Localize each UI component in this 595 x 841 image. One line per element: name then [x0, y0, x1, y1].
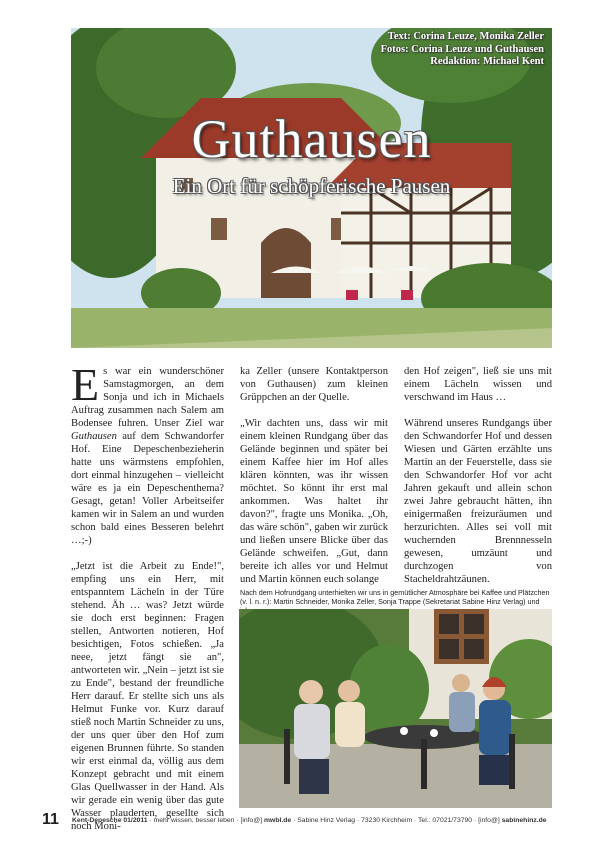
paragraph-history: Während unseres Rundgangs über den Schwandorfer Hof und dessen Wiesen und Gärten erzählte uns Martin an der Feuerstelle, dass sie den Schwandorfer Hof vor acht Jahren gekauft und allein schon zwei Jahre gebraucht hätten, ihn einigermaßen freizuräumen und herzurichten. Alles sei voll mit wuchernden Brennnesseln gewesen, umzäunt und durchzogen von Stacheldrahtzäunen. — [404, 418, 552, 585]
footer-website-2[interactable]: sabinehinz.de — [501, 817, 547, 824]
page-footer — [42, 811, 562, 831]
place-name: Guthausen — [71, 431, 117, 442]
paragraph-arrival: „Jetzt ist die Arbeit zu Ende!", empfing uns ein Herr, mit entspanntem Lächeln in der Türe stehend. Äh … was? Jetzt würde sie doch erst beginnen: Fragen stellen, Antworten notieren, Hof besichtigen, Fotos schießen. „Ja neee, jetzt fängt sie an", antworteten wir. „Nein – jetzt ist sie zu Ende", bestand der freundliche Herr darauf. Er stellte sich uns als Helmut Funke vor. Kurz darauf stieß noch Martin Schneider zu uns, der uns quer über den Hof zum eigenen Brunnen führte. So standen wir erst einmal da, völlig aus dem Konzept gebracht und mit einem Glas Quellwasser in der Hand. Als wir gerade ein wenig über das gute Wasser plauderten, gesellte sich noch Moni- — [71, 561, 224, 832]
paragraph-show-farm: den Hof zeigen", ließ sie uns mit einem Lächeln wissen und verschwand im Haus … — [404, 366, 552, 403]
footer-website-1[interactable]: mwbl.de — [264, 817, 292, 824]
photo-credits — [381, 31, 544, 69]
article-title: Guthausen — [191, 109, 432, 169]
credit-text: Text: Corina Leuze, Monika Zeller — [387, 31, 544, 42]
intro-text-a: s war ein wunderschöner Samstagmorgen, an dem Sonja und ich in Michaels Auftrag zusammen nach Salem am Bodensee fuhren. Unser Ziel war — [71, 366, 224, 429]
article-column-3 — [404, 365, 552, 586]
page-number: 11 — [42, 811, 59, 828]
footer-text-2: · Sabine Hinz Verlag · 73230 Kirchheim · Tel.: 07021/73790 · [info@] — [291, 817, 502, 824]
footer-info — [72, 817, 547, 824]
courtyard-table-illustration — [239, 609, 552, 808]
article-column-2 — [240, 365, 388, 586]
article-subtitle: Ein Ort für schöpferische Pausen — [172, 174, 451, 198]
credit-editor: Redaktion: Michael Kent — [430, 56, 544, 67]
group-photo — [239, 609, 552, 808]
intro-text-b: auf dem Schwandorfer Hof. Eine Depeschenbezieherin hatte uns wärmstens empfohlen, dort einmal hinzugehen – vielleicht wäre es ja ein Depeschenthema? Gesagt, getan! Voller Arbeitseifer kamen wir in Salem an und wurden schon bald eines Besseren belehrt …;-) — [71, 431, 224, 546]
drop-cap: E — [71, 359, 100, 410]
article-column-1 — [71, 359, 224, 833]
photo-caption: Nach dem Hofrundgang unterhielten wir uns in gemütlicher Atmosphäre bei Kaffee und Plätzchen (v. l. n. r.): Martin Schneider, Monika Zeller, Sonja Trappe (Sekretariat Sabine Hinz Verlag) und — [240, 588, 550, 606]
paragraph-tour-plan: „Wir dachten uns, dass wir mit einem kleinen Rundgang über das Gelände beginnen und später bei einem Kaffee hier im Hof alles klären könnten, was ihr wissen möchtet. So könnt ihr erst mal ankommen. Was haltet ihr davon?", fragte uns Monika. „Oh, das wäre schön", gaben wir zurück und ließen unsere Blicke über das Gelände schweifen. „Gut, dann bereite ich alles vor und Helmut und Martin können euch solange — [240, 418, 388, 585]
hero-photo — [71, 28, 552, 348]
paragraph-intro — [71, 359, 224, 547]
footer-text-1: · mehr wissen, besser leben · [info@] — [147, 817, 265, 824]
publication-name: Kent-Depesche 01/2011 — [72, 817, 148, 824]
credit-photos: Fotos: Corina Leuze und Guthausen — [380, 43, 544, 55]
paragraph-spring: ka Zeller (unsere Kontaktperson von Guthausen) zum kleinen Grüppchen an der Quelle. — [240, 366, 388, 403]
